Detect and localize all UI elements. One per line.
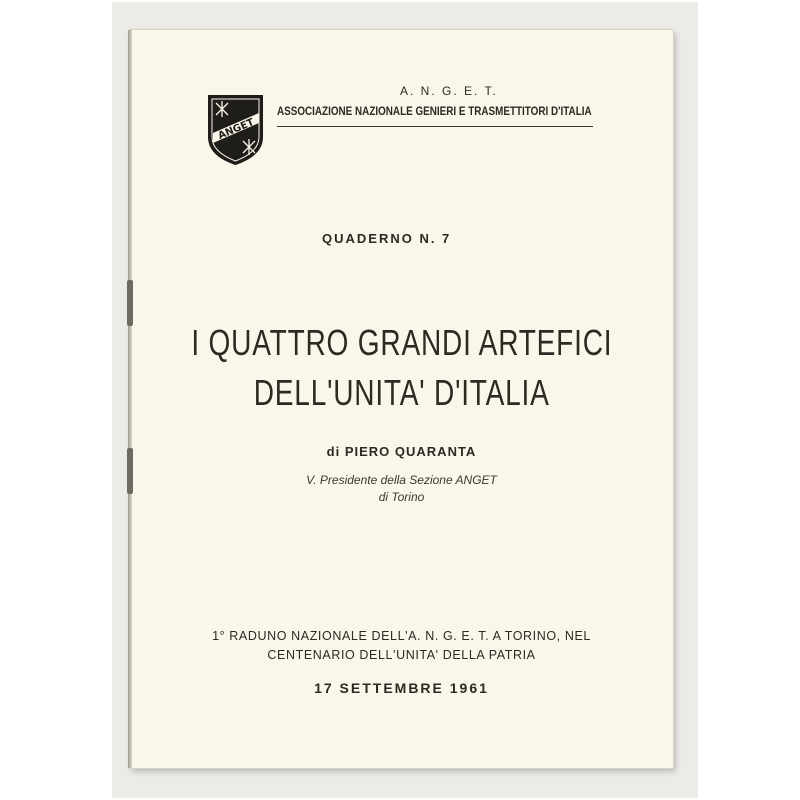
event-line-2: CENTENARIO DELL'UNITA' DELLA PATRIA — [267, 648, 536, 662]
event-line-1: 1° RADUNO NAZIONALE DELL'A. N. G. E. T. A TORINO, NEL — [212, 629, 591, 643]
association-abbreviation: A. N. G. E. T. — [400, 84, 498, 98]
title-line-2 — [130, 372, 673, 414]
staple-top — [127, 280, 133, 326]
author-role-line-2: di Torino — [378, 490, 425, 504]
emblem-label: ANGET — [216, 116, 256, 142]
title-line-1-text: I QUATTRO GRANDI ARTEFICI — [191, 322, 612, 363]
association-name: ASSOCIAZIONE NAZIONALE GENIERI E TRASMETTITORI D'ITALIA — [277, 106, 592, 118]
author-role-line-1: V. Presidente della Sezione ANGET — [306, 473, 497, 487]
series-label: QUADERNO N. 7 — [322, 231, 452, 246]
author-byline: di PIERO QUARANTA — [326, 444, 477, 459]
header-divider — [277, 126, 593, 127]
event-date: 17 SETTEMBRE 1961 — [314, 680, 489, 696]
shield-crest-icon — [207, 93, 264, 166]
title-line-2-text: DELL'UNITA' D'ITALIA — [253, 372, 550, 413]
title-line-1 — [130, 322, 673, 364]
